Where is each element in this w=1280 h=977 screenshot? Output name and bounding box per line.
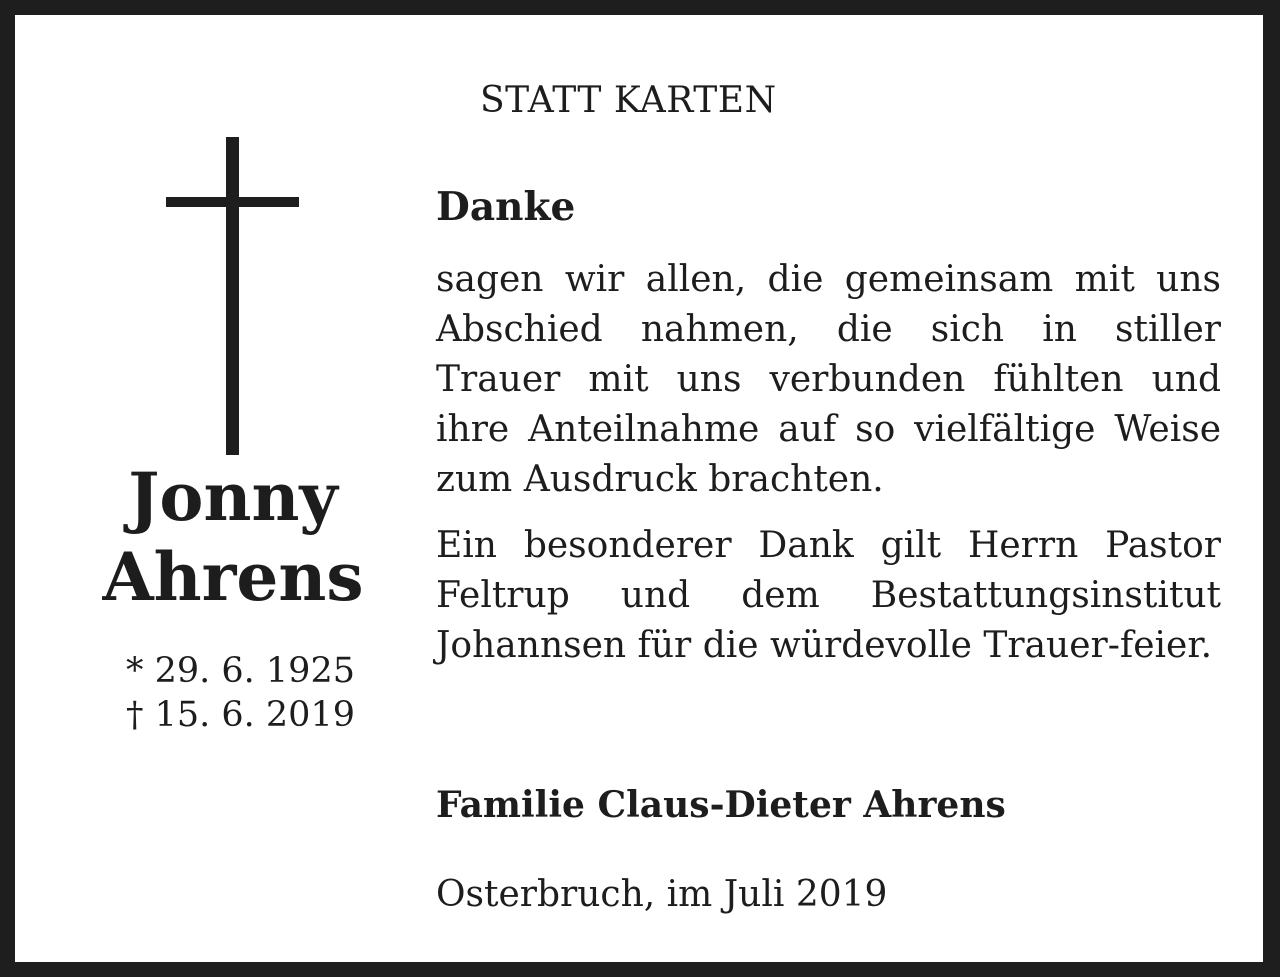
death-date: † 15. 6. 2019 (125, 695, 355, 735)
deceased-last-name: Ahrens (102, 538, 364, 616)
place-date: Osterbruch, im Juli 2019 (436, 874, 888, 915)
notice-header: STATT KARTEN (480, 80, 777, 121)
birth-date: * 29. 6. 1925 (125, 651, 355, 691)
thank-you-message (436, 183, 1221, 671)
cross-horizontal-bar (166, 197, 299, 207)
deceased-first-name: Jonny (128, 458, 338, 536)
message-paragraph-1: sagen wir allen, die gemeinsam mit uns Abschied nahmen, die sich in stiller Trauer mit uns verbunden fühlten und ihre Anteilnahme auf so vielfältige Weise zum Ausdruck brachten. (436, 259, 1221, 500)
deceased-name (93, 457, 373, 617)
message-paragraph-2: Ein besonderer Dank gilt Herrn Pastor Feltrup und dem Bestattungsinstitut Johannsen für die würdevolle Trauer-feier. (436, 525, 1221, 666)
cross-vertical-bar (226, 137, 239, 455)
family-signature: Familie Claus-Dieter Ahrens (436, 784, 1006, 826)
message-heading: Danke (436, 184, 576, 230)
life-dates (99, 649, 369, 737)
